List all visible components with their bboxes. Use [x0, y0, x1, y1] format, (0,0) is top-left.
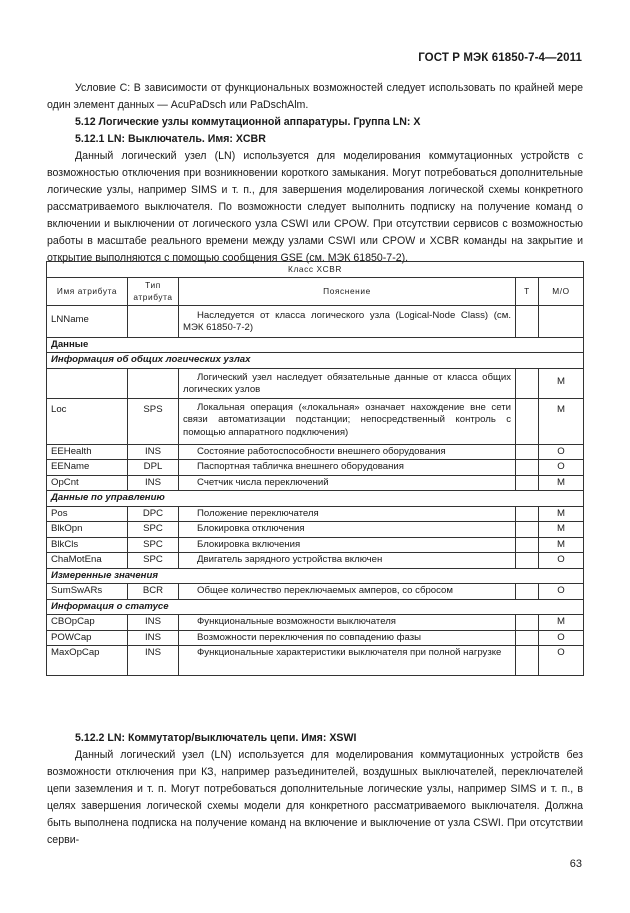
attr-t: [516, 398, 539, 444]
attr-mo: O: [539, 584, 584, 600]
attr-name: POWCap: [47, 630, 128, 646]
attr-desc: Двигатель зарядного устройства включен: [179, 553, 516, 569]
table-row: [47, 460, 584, 476]
section-label: Данные: [47, 337, 584, 353]
attr-name: EEHealth: [47, 444, 128, 460]
section-heading-5-12-2: 5.12.2 LN: Коммутатор/выключатель цепи. Имя: XSWI: [75, 732, 357, 744]
xcbr-description: Данный логический узел (LN) используется для моделирования коммутационных устройств с возможностью отключения при возникновении короткого замыкания. Могут потребоваться дополнительные логические узлы, например SIMS и т. п., для завершения моделирования логической схемы конкретного рассматриваемого выключателя. По возможности следует выполнить подписку на получение команд о включении и выключении от логического узла CSWI или CPOW. При отсутствии сервисов с возможностью работы в масштабе реального времени между узлами CSWI или CPOW и XCBR команды на закрытие и открытие выполняются с помощью сообщения GSE (см. МЭК 61850-7-2).: [47, 150, 583, 264]
attr-name: LNName: [47, 305, 128, 337]
attr-desc: Блокировка включения: [179, 537, 516, 553]
section-label: Измеренные значения: [47, 568, 584, 584]
table-row: [47, 646, 584, 676]
attr-desc: Счетчик числа переключений: [179, 475, 516, 491]
table-row: [47, 537, 584, 553]
attr-t: [516, 305, 539, 337]
col-header-type: Тип атрибута: [128, 277, 179, 305]
attr-type: [128, 305, 179, 337]
attr-mo: M: [539, 615, 584, 631]
condition-paragraph: Условие С: В зависимости от функциональных возможностей следует использовать по крайней мере один элемент данных — AcuPaDsch или PaDschAlm.: [47, 82, 583, 111]
next-section: [47, 730, 583, 849]
attr-desc: Блокировка отключения: [179, 522, 516, 538]
attr-t: [516, 506, 539, 522]
attr-t: [516, 584, 539, 600]
attr-type: DPL: [128, 460, 179, 476]
attr-t: [516, 630, 539, 646]
attr-name: OpCnt: [47, 475, 128, 491]
attr-desc: Функциональные характеристики выключателя при полной нагрузке: [179, 646, 516, 676]
attr-type: SPC: [128, 537, 179, 553]
table-caption-row: [47, 262, 584, 278]
attr-type: [128, 368, 179, 398]
table-row: [47, 584, 584, 600]
attr-t: [516, 553, 539, 569]
table-row: [47, 444, 584, 460]
attr-name: [47, 368, 128, 398]
col-header-desc: Пояснение: [179, 277, 516, 305]
attr-type: INS: [128, 646, 179, 676]
attr-desc: Состояние работоспособности внешнего оборудования: [179, 444, 516, 460]
attr-t: [516, 615, 539, 631]
attr-name: CBOpCap: [47, 615, 128, 631]
col-header-mo: М/О: [539, 277, 584, 305]
attr-mo: M: [539, 522, 584, 538]
attr-name: MaxOpCap: [47, 646, 128, 676]
table-row: [47, 506, 584, 522]
attr-type: SPS: [128, 398, 179, 444]
attr-t: [516, 475, 539, 491]
attr-type: DPC: [128, 506, 179, 522]
attr-t: [516, 522, 539, 538]
attr-type: INS: [128, 630, 179, 646]
table-row: [47, 475, 584, 491]
attr-name: Loc: [47, 398, 128, 444]
attr-mo: O: [539, 444, 584, 460]
attr-mo: M: [539, 398, 584, 444]
attr-name: Pos: [47, 506, 128, 522]
page-number: 63: [569, 858, 582, 870]
attr-type: BCR: [128, 584, 179, 600]
table-row: [47, 522, 584, 538]
attr-type: SPC: [128, 522, 179, 538]
attr-mo: M: [539, 475, 584, 491]
attr-desc: Возможности переключения по совпадению фазы: [179, 630, 516, 646]
attr-t: [516, 646, 539, 676]
attr-desc: Функциональные возможности выключателя: [179, 615, 516, 631]
section-heading-5-12-1: 5.12.1 LN: Выключатель. Имя: XCBR: [75, 133, 266, 145]
attr-t: [516, 368, 539, 398]
attr-mo: O: [539, 460, 584, 476]
section-row-common: [47, 353, 584, 369]
col-header-name: Имя атрибута: [47, 277, 128, 305]
section-row-control: [47, 491, 584, 507]
attr-desc: Общее количество переключаемых амперов, со сбросом: [179, 584, 516, 600]
section-label: Информация о статусе: [47, 599, 584, 615]
attr-mo: O: [539, 646, 584, 676]
table-row: [47, 630, 584, 646]
xswi-description: Данный логический узел (LN) используется для моделирования коммутационных устройств без возможности отключения при КЗ, например разъединителей, воздушных выключателей, переключателей цепи заземления и т. п. Могут потребоваться дополнительные логические узлы, например SIMS и т. п., в целях завершения логической схемы модели для конкретного рассматриваемого выключателя. Должна быть выполнена подписка на получение команд на включение и выключение от узла CSWI. При отсутствии серви-: [47, 749, 583, 846]
attr-t: [516, 444, 539, 460]
attr-mo: M: [539, 537, 584, 553]
xcbr-class-table: [46, 261, 584, 676]
attr-type: INS: [128, 444, 179, 460]
attr-mo: [539, 305, 584, 337]
attr-name: EEName: [47, 460, 128, 476]
table-row: [47, 368, 584, 398]
attr-desc: Паспортная табличка внешнего оборудования: [179, 460, 516, 476]
section-label: Информация об общих логических узлах: [47, 353, 584, 369]
col-header-t: Т: [516, 277, 539, 305]
attr-mo: O: [539, 630, 584, 646]
attr-type: SPC: [128, 553, 179, 569]
attr-t: [516, 537, 539, 553]
attr-mo: M: [539, 368, 584, 398]
table-row: [47, 553, 584, 569]
section-label: Данные по управлению: [47, 491, 584, 507]
intro-section: [47, 80, 583, 267]
document-header: ГОСТ Р МЭК 61850-7-4—2011: [418, 52, 582, 64]
attr-name: SumSwARs: [47, 584, 128, 600]
attr-name: BlkOpn: [47, 522, 128, 538]
table-row: [47, 305, 584, 337]
attr-desc: Наследуется от класса логического узла (Logical-Node Class) (см. МЭК 61850-7-2): [179, 305, 516, 337]
attr-type: INS: [128, 475, 179, 491]
attr-desc: Логический узел наследует обязательные данные от класса общих логических узлов: [179, 368, 516, 398]
section-row-measured: [47, 568, 584, 584]
attr-name: BlkCls: [47, 537, 128, 553]
attr-type: INS: [128, 615, 179, 631]
table-row: [47, 398, 584, 444]
attr-desc: Положение переключателя: [179, 506, 516, 522]
table-row: [47, 615, 584, 631]
attr-t: [516, 460, 539, 476]
attr-name: ChaMotEna: [47, 553, 128, 569]
table-header-row: [47, 277, 584, 305]
attr-desc: Локальная операция («локальная» означает нахождение вне сети связи автоматизации подстанции; непосредственный контроль с помощью аппаратного подключения): [179, 398, 516, 444]
attr-mo: M: [539, 506, 584, 522]
section-heading-5-12: 5.12 Логические узлы коммутационной аппаратуры. Группа LN: X: [75, 116, 421, 128]
section-row-status: [47, 599, 584, 615]
table-caption: Класс XCBR: [47, 262, 584, 278]
attr-mo: O: [539, 553, 584, 569]
section-row-data: [47, 337, 584, 353]
